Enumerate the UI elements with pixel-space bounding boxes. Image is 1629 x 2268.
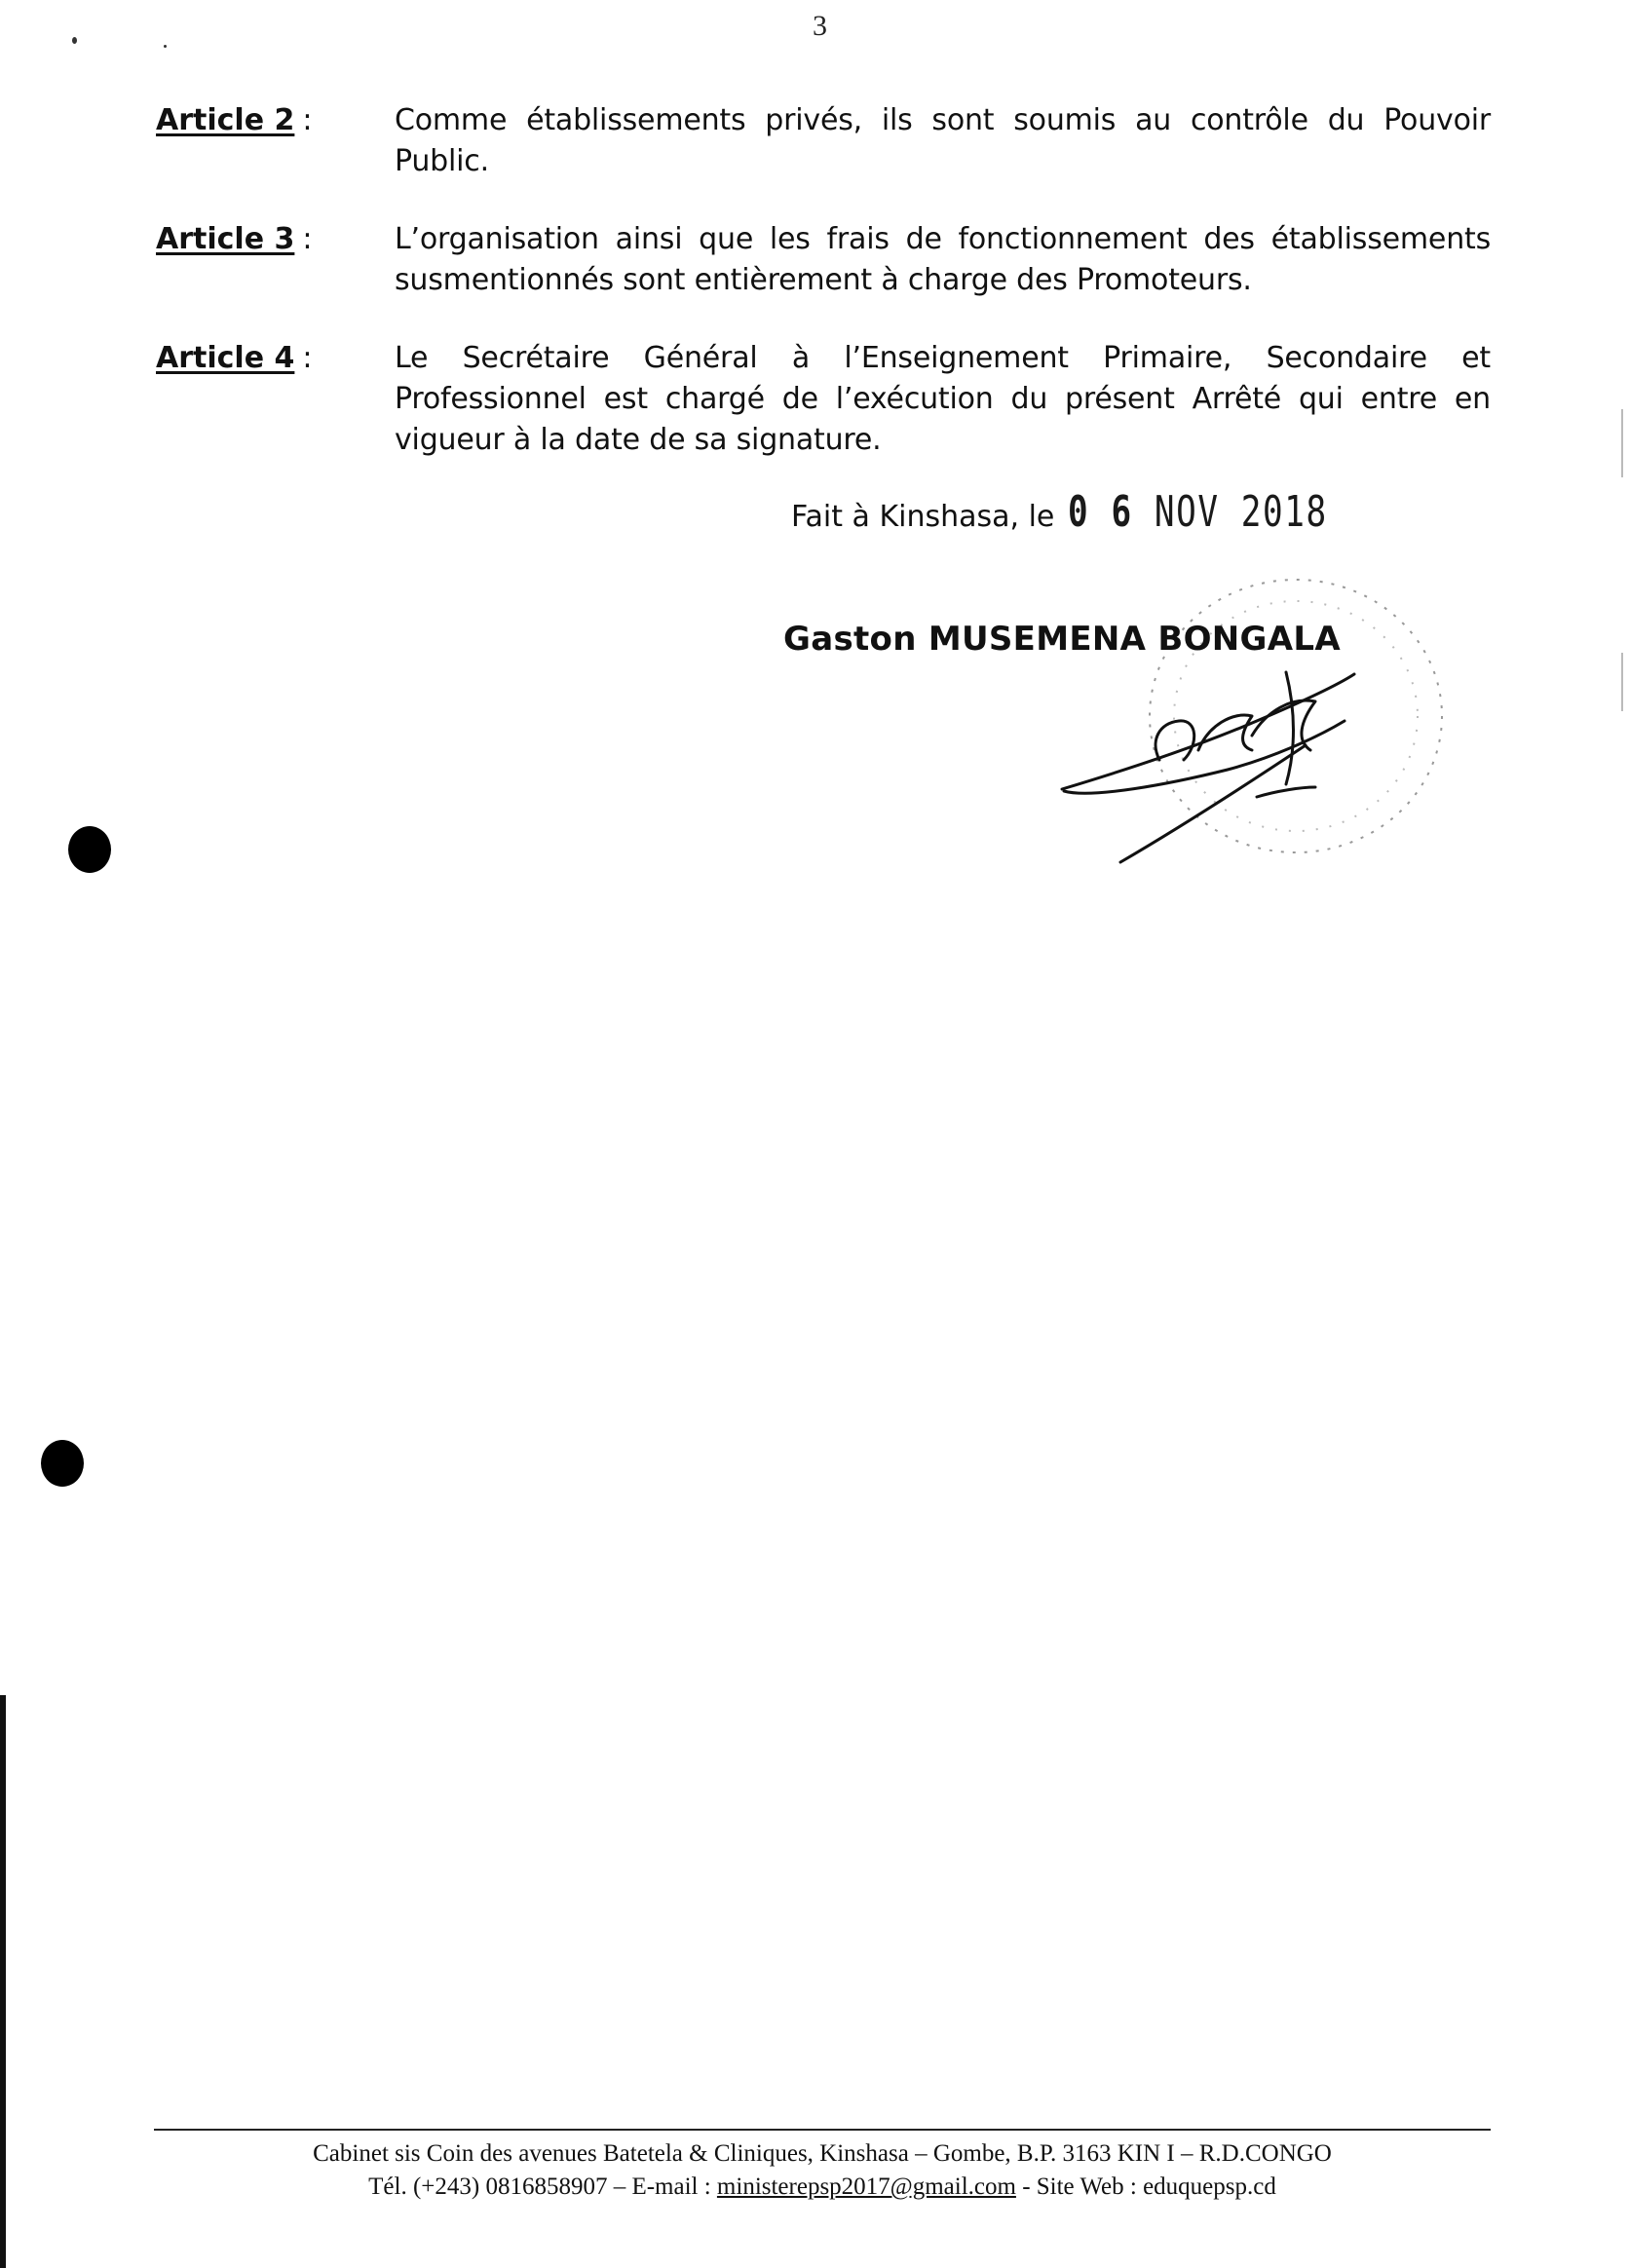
article-2 bbox=[156, 100, 1491, 182]
scan-speck bbox=[164, 45, 167, 48]
article-label-text: Article 2 bbox=[156, 103, 295, 137]
article-colon: : bbox=[302, 103, 313, 137]
footer-email-link[interactable]: ministerepsp2017@gmail.com bbox=[716, 2174, 1016, 2200]
article-text: L’organisation ainsi que les frais de fonctionnement des établissements susmentionnés sont entièrement à charge des Promoteurs. bbox=[395, 222, 1491, 297]
article-colon: : bbox=[302, 341, 313, 375]
date-day: 0 6 bbox=[1068, 487, 1134, 537]
article-label bbox=[156, 219, 395, 301]
article-3 bbox=[156, 219, 1491, 301]
footer-website: - Site Web : eduquepsp.cd bbox=[1015, 2174, 1276, 2200]
date-stamp bbox=[1068, 487, 1328, 537]
signer-name: Gaston MUSEMENA BONGALA bbox=[783, 620, 1341, 659]
official-stamp-and-signature bbox=[1052, 565, 1461, 867]
handwritten-signature-icon bbox=[1062, 672, 1354, 862]
scan-edge-mark bbox=[1621, 409, 1623, 477]
footer-tel: Tél. (+243) 0816858907 – E-mail : bbox=[368, 2174, 717, 2200]
footer-contact-line bbox=[154, 2171, 1491, 2204]
footer-divider bbox=[154, 2129, 1491, 2131]
article-text: Comme établissements privés, ils sont soumis au contrôle du Pouvoir Public. bbox=[395, 103, 1491, 178]
signature-block bbox=[791, 487, 1493, 537]
articles-section bbox=[156, 100, 1491, 498]
place-date-line bbox=[791, 487, 1493, 537]
scan-edge-mark bbox=[1621, 653, 1623, 711]
scan-left-edge bbox=[0, 1695, 6, 2268]
scan-speck bbox=[72, 37, 77, 44]
date-month-year: NOV 2018 bbox=[1155, 487, 1329, 537]
punch-hole bbox=[68, 826, 111, 873]
place-prefix: Fait à Kinshasa, le bbox=[791, 500, 1055, 534]
article-text: Le Secrétaire Général à l’Enseignement Primaire, Secondaire et Professionnel est chargé de l’exécution du présent Arrêté qui entre en vigueur à la date de sa signature. bbox=[395, 341, 1491, 457]
footer-address: Cabinet sis Coin des avenues Batetela & Cliniques, Kinshasa – Gombe, B.P. 3163 KIN I – R.D.CONGO bbox=[313, 2140, 1332, 2167]
footer bbox=[154, 2137, 1491, 2204]
article-label-text: Article 3 bbox=[156, 222, 295, 256]
article-colon: : bbox=[302, 222, 313, 256]
punch-hole bbox=[41, 1440, 84, 1487]
article-label bbox=[156, 338, 395, 461]
article-label-text: Article 4 bbox=[156, 341, 295, 375]
article-label bbox=[156, 100, 395, 182]
page-number: 3 bbox=[813, 10, 827, 42]
article-4 bbox=[156, 338, 1491, 461]
